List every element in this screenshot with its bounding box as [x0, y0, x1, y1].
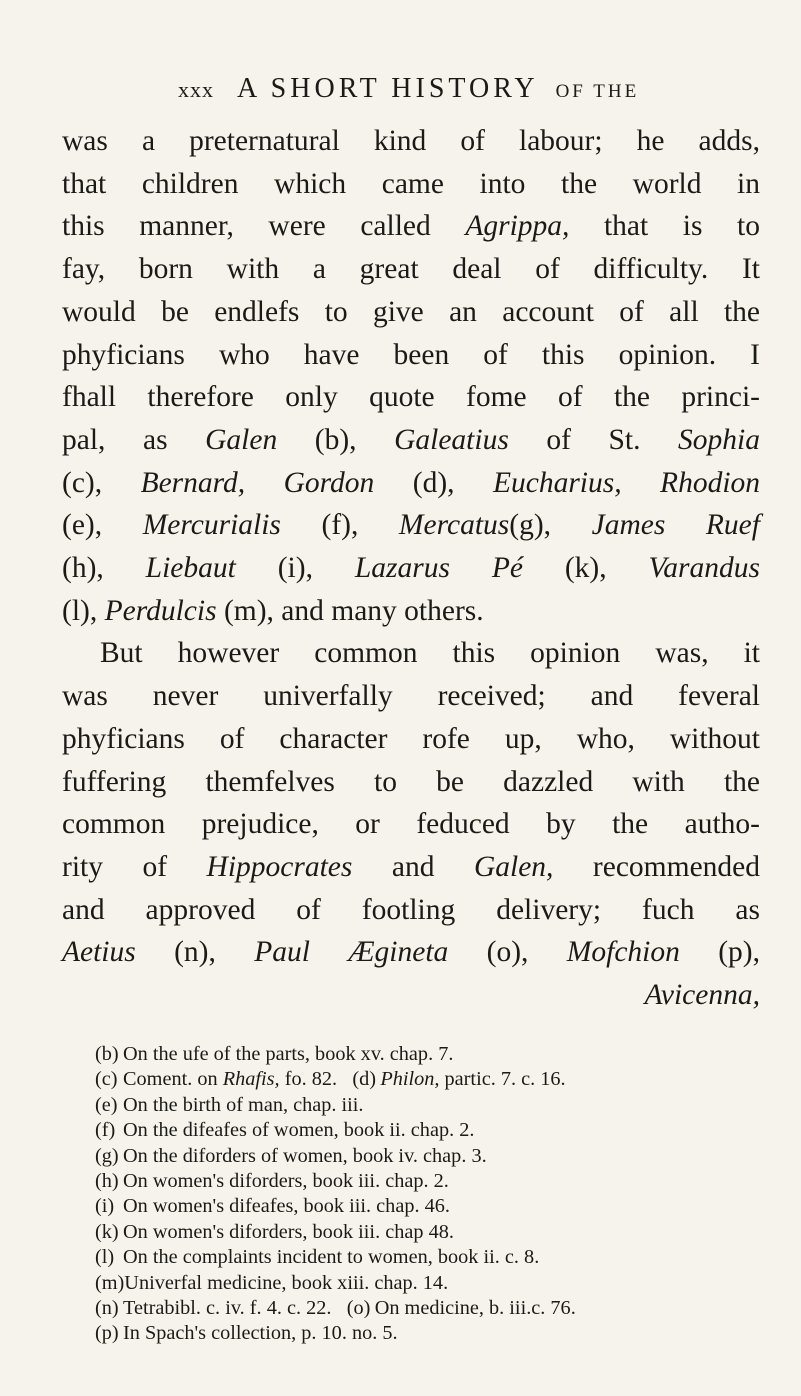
footnote: (i) On women's difeafes, book iii. chap. 46.: [95, 1195, 450, 1218]
text-line: (l), Perdulcis (m), and many others.: [62, 594, 484, 627]
text-line: would be endlefs to give an account of all the: [62, 295, 760, 328]
text-line: (e), Mercurialis (f), Mercatus(g), James Ruef: [62, 509, 760, 542]
footnote: (h) On women's diforders, book iii. chap. 2.: [95, 1170, 449, 1193]
footnote: (e) On the birth of man, chap. iii.: [95, 1093, 364, 1116]
footnotes: [95, 1042, 775, 1347]
running-header: [178, 73, 738, 105]
text-line: But however common this opinion was, it: [100, 637, 760, 670]
text-line: fhall therefore only quote fome of the princi-: [62, 381, 760, 414]
text-line: fay, born with a great deal of difficulty. It: [62, 253, 760, 286]
text-line: phyficians of character rofe up, who, without: [62, 722, 760, 755]
text-line: phyficians who have been of this opinion. I: [62, 338, 760, 371]
text-line: fuffering themfelves to be dazzled with the: [62, 765, 760, 798]
footnote: (f) On the difeafes of women, book ii. chap. 2.: [95, 1119, 475, 1142]
page-number: xxx: [178, 77, 214, 102]
running-title-suffix: OF THE: [555, 81, 640, 102]
footnote: (b) On the ufe of the parts, book xv. chap. 7.: [95, 1043, 454, 1065]
text-line: common prejudice, or feduced by the autho-: [62, 808, 760, 841]
text-line: and approved of footling delivery; fuch as: [62, 893, 760, 926]
text-line: was never univerfally received; and feveral: [62, 680, 760, 713]
running-title: A SHORT HISTORY: [237, 73, 539, 104]
text-line: (c), Bernard, Gordon (d), Eucharius, Rhodion: [62, 466, 761, 499]
catchword: Avicenna,: [644, 979, 760, 1012]
footnote: (k) On women's diforders, book iii. chap 48.: [95, 1220, 454, 1243]
footnote: (p) In Spach's collection, p. 10. no. 5.: [95, 1322, 398, 1345]
text-line: that children which came into the world in: [62, 167, 760, 200]
text-line: pal, as Galen (b), Galeatius of St. Sophia: [62, 423, 760, 456]
footnote: (n) Tetrabibl. c. iv. f. 4. c. 22. (o) On medicine, b. iii.c. 76.: [95, 1297, 576, 1320]
text-line: this manner, were called Agrippa, that is to: [62, 210, 760, 243]
body-text: [62, 120, 760, 1017]
text-line: rity of Hippocrates and Galen, recommended: [62, 850, 761, 883]
footnote: (l) On the complaints incident to women, book ii. c. 8.: [95, 1246, 540, 1269]
text-line: (h), Liebaut (i), Lazarus Pé (k), Varandus: [62, 552, 760, 585]
text-line: was a preternatural kind of labour; he adds,: [62, 125, 760, 157]
footnote: (c) Coment. on Rhafis, fo. 82. (d) Philon, partic. 7. c. 16.: [95, 1068, 566, 1091]
footnote: (m)Univerfal medicine, book xiii. chap. 14.: [95, 1271, 449, 1294]
text-line: Aetius (n), Paul Ægineta (o), Mofchion (p),: [62, 936, 760, 969]
footnote: (g) On the diforders of women, book iv. chap. 3.: [95, 1144, 487, 1167]
